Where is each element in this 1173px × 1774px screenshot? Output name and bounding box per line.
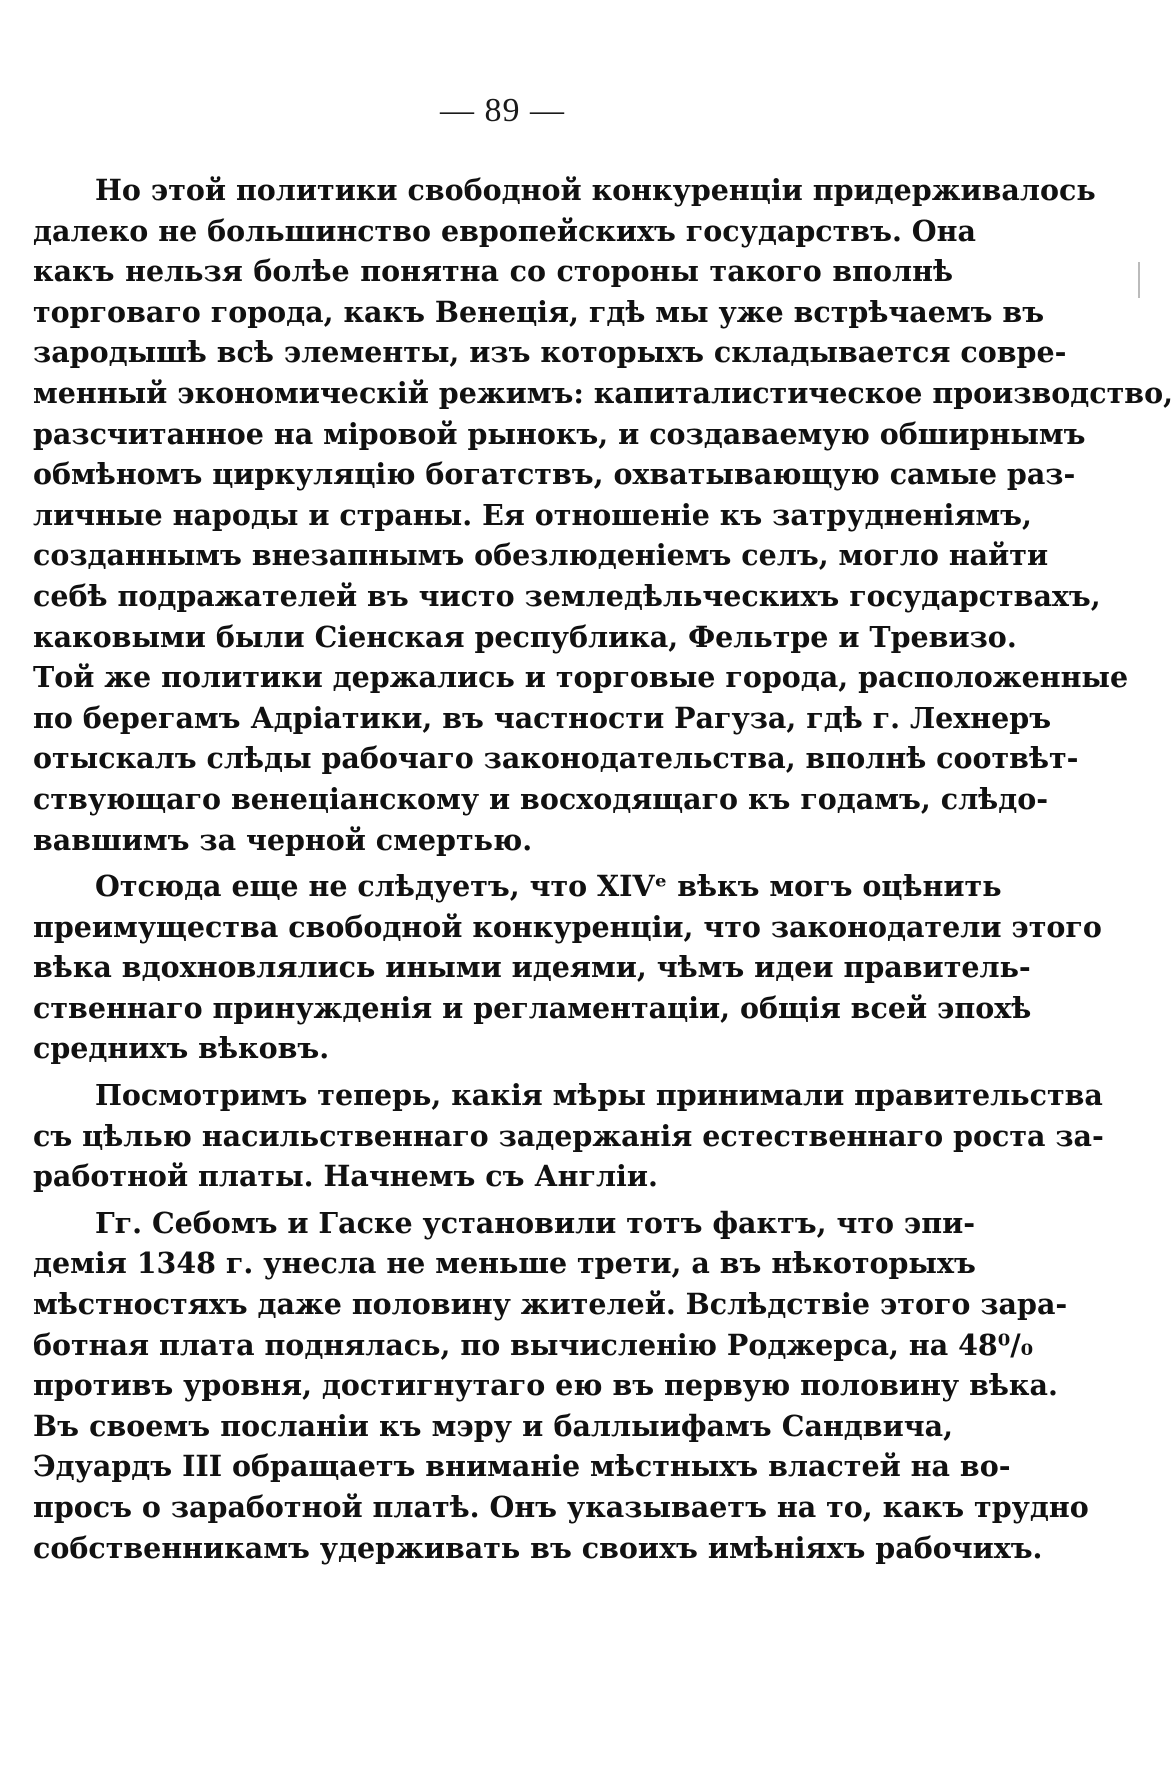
text-line: зародышѣ всѣ элементы, изъ которыхъ складывается совре- — [33, 335, 1067, 370]
text-line: вавшимъ за черной смертью. — [33, 822, 533, 857]
text-line: работной платы. Начнемъ съ Англіи. — [33, 1159, 658, 1194]
text-line: преимущества свободной конкуренціи, что законодатели этого — [33, 909, 1102, 944]
text-line: собственникамъ удерживать въ своихъ имѣніяхъ рабочихъ. — [33, 1530, 1043, 1565]
text-line: противъ уровня, достигнутаго ею въ первую половину вѣка. — [33, 1368, 1058, 1403]
text-line: Посмотримъ теперь, какія мѣры принимали правительства — [95, 1078, 1103, 1113]
text-line: менный экономическій режимъ: капиталистическое производство, — [33, 375, 1173, 410]
text-line: среднихъ вѣковъ. — [33, 1031, 330, 1066]
text-line: просъ о заработной платѣ. Онъ указываетъ на то, какъ трудно — [33, 1490, 1089, 1524]
text-line: съ цѣлью насильственнаго задержанія естественнаго роста за- — [33, 1118, 1104, 1153]
text-line: далеко не большинство европейскихъ государствъ. Она — [33, 213, 976, 248]
page-body-text — [33, 170, 1173, 1568]
text-line: демія 1348 г. унесла не меньше трети, а въ нѣкоторыхъ — [33, 1246, 976, 1281]
text-line: торговаго города, какъ Венеція, гдѣ мы уже встрѣчаемъ въ — [33, 294, 1045, 329]
text-line: по берегамъ Адріатики, въ частности Рагуза, гдѣ г. Лехнеръ — [33, 700, 1052, 735]
text-line: обмѣномъ циркуляцію богатствъ, охватывающую самые раз- — [33, 457, 1076, 492]
text-line: Эдуардъ III обращаетъ вниманіе мѣстныхъ властей на во- — [33, 1449, 1011, 1484]
text-line: Гг. Себомъ и Гаске установили тотъ фактъ, что эпи- — [95, 1205, 976, 1240]
text-line: отыскалъ слѣды рабочаго законодательства, вполнѣ соотвѣт- — [33, 741, 1079, 776]
edge-mark — [1138, 262, 1140, 298]
text-line: каковыми были Сіенская республика, Фельтре и Тревизо. — [33, 619, 1017, 654]
paragraph — [33, 170, 1173, 860]
text-line: личные народы и страны. Ея отношеніе къ затрудненіямъ, — [33, 497, 1032, 532]
paragraph — [33, 1203, 1089, 1568]
text-line: какъ нельзя болѣе понятна со стороны такого вполнѣ — [33, 254, 953, 289]
text-line: Въ своемъ посланіи къ мэру и баллыифамъ Сандвича, — [33, 1408, 953, 1443]
text-line: ственнаго принужденія и регламентаціи, общія всей эпохѣ — [33, 990, 1032, 1025]
text-line: Отсюда еще не слѣдуетъ, что XIVᵉ вѣкъ могъ оцѣнить — [95, 869, 1002, 904]
text-line: созданнымъ внезапнымъ обезлюденіемъ селъ, могло найти — [33, 538, 1049, 573]
page-number: — 89 — — [440, 92, 565, 129]
text-line: вѣка вдохновлялись иными идеями, чѣмъ идеи правитель- — [33, 950, 1031, 985]
text-line: разсчитанное на міровой рынокъ, и создаваемую обширнымъ — [33, 416, 1086, 451]
text-line: мѣстностяхъ даже половину жителей. Вслѣдствіе этого зара- — [33, 1287, 1068, 1322]
paragraph — [33, 1075, 1104, 1197]
text-line: ботная плата поднялась, по вычисленію Роджерса, на 48⁰/₀ — [33, 1327, 1034, 1362]
text-line: Но этой политики свободной конкуренціи придерживалось — [95, 173, 1096, 207]
text-line: ствующаго венеціанскому и восходящаго къ годамъ, слѣдо- — [33, 781, 1049, 816]
paragraph — [33, 866, 1102, 1069]
text-line: Той же политики держались и торговые города, расположенные — [33, 660, 1129, 695]
text-line: себѣ подражателей въ чисто земледѣльческихъ государствахъ, — [33, 578, 1101, 613]
